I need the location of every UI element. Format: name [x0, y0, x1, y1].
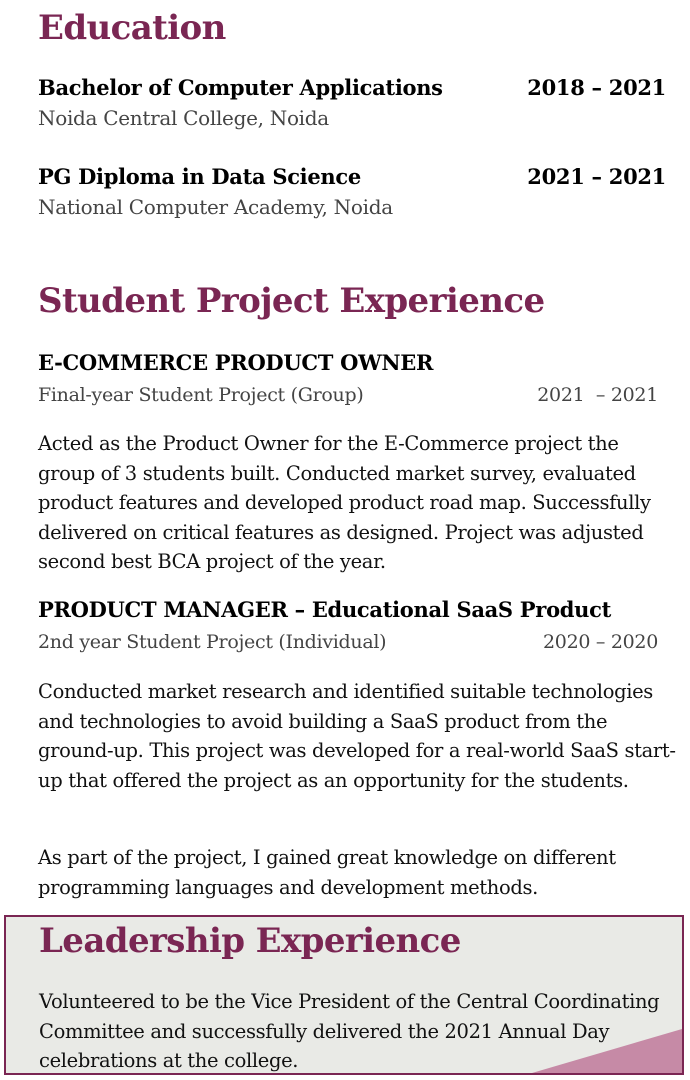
project-years-2: 2020 – 2020 [543, 631, 658, 653]
education-years-1: 2018 – 2021 [527, 75, 666, 100]
education-years-2: 2021 – 2021 [527, 164, 666, 189]
project-description-2: Conducted market research and identified suitable technologies and technologies to avoid building a SaaS product from the ground-up. This project was developed for a real-world SaaS start-up that offered the project as an opportunity for the students. [38, 680, 676, 792]
education-school-1: Noida Central College, Noida [38, 106, 329, 130]
project-title-2: PRODUCT MANAGER – Educational SaaS Product [38, 597, 612, 622]
leadership-text: Volunteered to be the Vice President of the Central Coordinating Committee and successfully delivered the 2021 Annual Day celebrations at the college. [39, 990, 660, 1072]
leadership-section [4, 915, 684, 1075]
projects-heading: Student Project Experience [38, 281, 545, 321]
project-description-2b: As part of the project, I gained great knowledge on different programming languages and development methods. [38, 846, 616, 899]
education-heading: Education [38, 8, 226, 48]
education-degree-1: Bachelor of Computer Applications [38, 75, 443, 100]
project-subtitle-1: Final-year Student Project (Group) [38, 384, 364, 406]
project-title-1: E-COMMERCE PRODUCT OWNER [38, 350, 434, 375]
project-subtitle-2: 2nd year Student Project (Individual) [38, 631, 387, 653]
education-school-2: National Computer Academy, Noida [38, 195, 393, 219]
project-years-1: 2021 – 2021 [537, 384, 658, 406]
education-degree-2: PG Diploma in Data Science [38, 164, 361, 189]
leadership-heading: Leadership Experience [39, 921, 461, 961]
project-description-1: Acted as the Product Owner for the E-Commerce project the group of 3 students built. Conducted market survey, evaluated product features and developed product road map. Successfully delivered on critical features as designed. Project was adjusted second best BCA project of the year. [38, 432, 651, 573]
